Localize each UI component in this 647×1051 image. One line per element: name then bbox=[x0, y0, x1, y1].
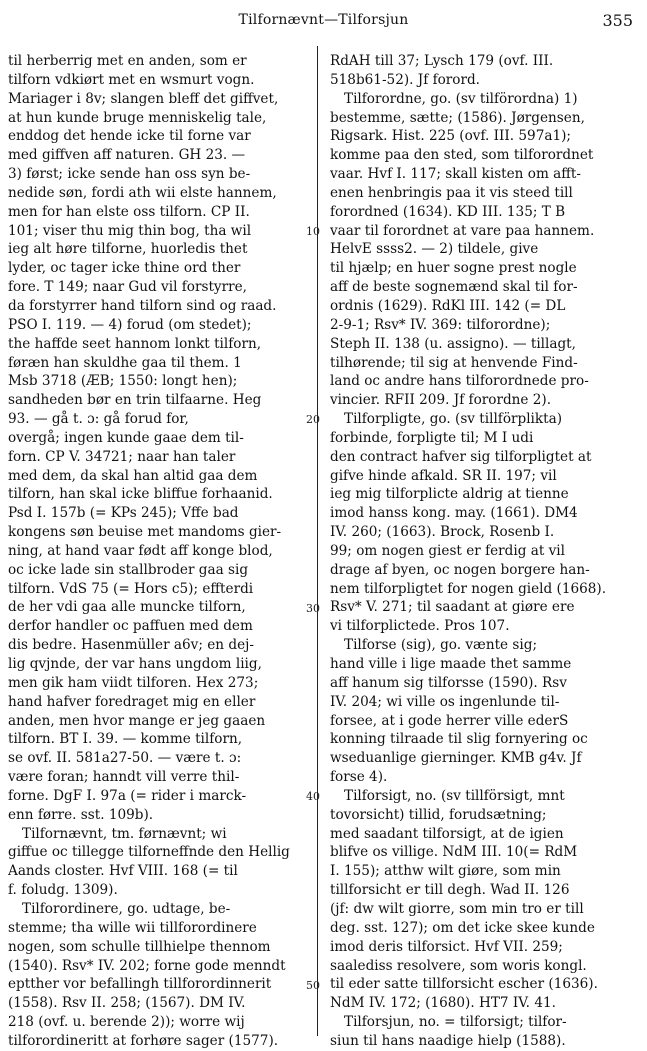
text-line: gifve hinde afkald. SR II. 197; vil bbox=[330, 467, 557, 484]
margin-line-number: 30 bbox=[306, 601, 320, 615]
text-line: tilforn. VdS 75 (= Hors c5); effterdi bbox=[8, 580, 254, 597]
text-line: Mariager i 8v; slangen bleff det giffvet, bbox=[8, 90, 279, 107]
text-line: se ovf. II. 581a27-50. — være t. ɔ: bbox=[8, 750, 242, 767]
text-line: til eder satte tillforsicht escher (1636). bbox=[330, 976, 598, 993]
text-line: hand ville i lige maade thet samme bbox=[330, 656, 572, 672]
text-line: vaar til forordnet at vare paa hannem. bbox=[330, 222, 595, 239]
text-line: giffue oc tillegge tilforneffnde den Hellig bbox=[8, 844, 290, 861]
text-line: men gik ham viidt tilforen. Hex 273; bbox=[8, 674, 259, 691]
text-line: eptther vor befallingh tillforordinnerit bbox=[8, 976, 272, 993]
text-line: saalediss resolvere, som woris kongl. bbox=[330, 957, 587, 974]
text-line: kongens søn beuise met mandoms gier- bbox=[8, 524, 282, 541]
text-line: Aands closter. Hvf VIII. 168 (= til bbox=[8, 863, 238, 880]
text-line: overgå; ingen kunde gaae dem til- bbox=[8, 429, 244, 446]
text-line: ieg alt høre tilforne, huorledis thet bbox=[8, 241, 248, 258]
margin-line-number: 20 bbox=[306, 413, 320, 427]
text-line: vi tilforplictede. Pros 107. bbox=[330, 618, 510, 635]
text-line: enen henbringis paa it vis steed till bbox=[330, 184, 573, 201]
text-line: nedide søn, fordi ath wii elste hannem, bbox=[8, 184, 277, 201]
text-line: konning tilraade til slig fornyering oc bbox=[330, 731, 588, 748]
text-line: enn førre. sst. 109b). bbox=[8, 806, 154, 823]
text-line: anden, men hvor mange er jeg gaaen bbox=[8, 712, 266, 729]
column-divider bbox=[317, 46, 318, 1036]
text-line: føræn han skuldhe gaa til them. 1 bbox=[8, 354, 242, 371]
text-line: ieg mig tilforplicte aldrig at tienne bbox=[330, 486, 569, 503]
text-line: tilhørende; til sig at henvende Find- bbox=[330, 354, 578, 371]
text-line: Steph II. 138 (u. assigno). — tillagt, bbox=[330, 335, 576, 352]
text-line: Tilforse (sig), go. vænte sig; bbox=[344, 637, 538, 654]
text-line: IV. 204; wi ville os ingenlunde til- bbox=[330, 693, 560, 710]
text-line: nem tilforpligtet for nogen gield (1668). bbox=[330, 580, 607, 597]
page-header bbox=[0, 0, 647, 44]
text-line: Rsv* V. 271; til saadant at giøre ere bbox=[330, 599, 575, 616]
text-line: med dem, da skal han altid gaa dem bbox=[8, 467, 258, 484]
text-line: enddog det hende icke til forne var bbox=[8, 128, 251, 145]
text-line: forn. CP V. 34721; naar han taler bbox=[8, 448, 236, 465]
text-line: IV. 260; (1663). Brock, Rosenb I. bbox=[330, 524, 555, 541]
text-line: tillforsicht er till degh. Wad II. 126 bbox=[330, 882, 570, 899]
text-line: forordned (1634). KD III. 135; T B bbox=[330, 203, 566, 220]
text-line: stemme; tha wille wii tillforordinere bbox=[8, 919, 257, 936]
text-line: fore. T 149; naar Gud vil forstyrre, bbox=[8, 279, 247, 296]
text-line: 99; om nogen giest er ferdig at vil bbox=[330, 542, 565, 559]
page-number: 355 bbox=[602, 11, 633, 30]
text-line: imod hanss kong. may. (1661). DM4 bbox=[330, 505, 578, 522]
text-line: deg. sst. 127); om det icke skee kunde bbox=[330, 919, 595, 936]
text-line: de her vdi gaa alle muncke tilforn, bbox=[8, 599, 246, 616]
text-line: Tilforsigt, no. (sv tillförsigt, mnt bbox=[344, 787, 565, 804]
text-line: vincier. RFII 209. Jf forordne 2). bbox=[330, 392, 552, 409]
text-line: Tilforsjun, no. = tilforsigt; tilfor- bbox=[344, 1014, 567, 1031]
text-line: den contract hafver sig tilforpligtet at bbox=[330, 448, 592, 465]
margin-line-number: 40 bbox=[306, 790, 320, 804]
text-line: 218 (ovf. u. berende 2)); worre wij bbox=[8, 1014, 245, 1031]
text-line: 2-9-1; Rsv* IV. 369: tilforordne); bbox=[330, 316, 551, 333]
margin-line-number: 10 bbox=[306, 224, 320, 238]
text-line: ordnis (1629). RdKl III. 142 (= DL bbox=[330, 297, 566, 314]
text-line: sandheden bør en trin tilfaarne. Heg bbox=[8, 392, 262, 409]
text-line: komme paa den sted, som tilforordnet bbox=[330, 147, 594, 164]
text-line: tilforn vdkiørt met en wsmurt vogn. bbox=[8, 71, 255, 88]
text-line: oc icke lade sin stallbroder gaa sig bbox=[8, 561, 249, 578]
text-line: Tilforpligte, go. (sv tillförplikta) bbox=[344, 411, 563, 428]
text-line: dis bedre. Hasenmüller a6v; en dej- bbox=[8, 637, 254, 654]
text-line: PSO I. 119. — 4) forud (om stedet); bbox=[8, 316, 252, 333]
text-line: være foran; hanndt vill verre thil- bbox=[8, 769, 240, 786]
text-line: forsee, at i gode herrer ville ederS bbox=[330, 712, 569, 729]
text-line: I. 155); atthw wilt giøre, som min bbox=[330, 863, 561, 880]
text-line: vaar. Hvf I. 117; skall kisten om afft- bbox=[330, 166, 581, 183]
text-line: tilforn, han skal icke bliffue forhaanid. bbox=[8, 486, 273, 503]
running-title: Tilfornævnt—Tilforsjun bbox=[238, 12, 409, 28]
text-line: tilforn. BT I. 39. — komme tilforn, bbox=[8, 731, 243, 748]
left-column bbox=[8, 52, 302, 1051]
text-line: at hun kunde bruge menniskelig tale, bbox=[8, 109, 267, 126]
text-line: aff hanum sig tilforsse (1590). Rsv bbox=[330, 674, 567, 691]
text-line: Rigsark. Hist. 225 (ovf. III. 597a1); bbox=[330, 128, 571, 145]
text-line: wseduanlige gierninger. KMB g4v. Jf bbox=[330, 750, 582, 767]
text-line: lyder, oc tager icke thine ord ther bbox=[8, 260, 241, 277]
text-line: tovorsicht) tillid, forudsætning; bbox=[330, 806, 547, 823]
text-line: da forstyrrer hand tilforn sind og raad. bbox=[8, 297, 277, 314]
text-line: med saadant tilforsigt, at de igien bbox=[330, 825, 564, 842]
text-line: men for han elste oss tilforn. CP II. bbox=[8, 203, 250, 220]
text-line: Psd I. 157b (= KPs 245); Vffe bad bbox=[8, 505, 239, 522]
text-line: 101; viser thu mig thin bog, tha wil bbox=[8, 222, 252, 239]
text-line: til herberrig met en anden, som er bbox=[8, 53, 247, 69]
text-line: hand hafver foredraget mig en eller bbox=[8, 693, 256, 710]
text-line: til hjælp; en huer sogne prest nogle bbox=[330, 260, 577, 277]
text-line: forbinde, forpligte til; M I udi bbox=[330, 429, 534, 446]
text-line: derfor handler oc paffuen med dem bbox=[8, 618, 253, 635]
text-line: 518b61-52). Jf forord. bbox=[330, 71, 481, 88]
text-line: NdM IV. 172; (1680). HT7 IV. 41. bbox=[330, 995, 556, 1012]
text-line: (jf: dw wilt giorre, som min tro er till bbox=[330, 900, 584, 917]
text-line: aff de beste sognemænd skal til for- bbox=[330, 279, 578, 296]
text-line: med giffven aff naturen. GH 23. — bbox=[8, 147, 246, 164]
text-line: forne. DgF I. 97a (= rider i marck- bbox=[8, 787, 247, 804]
text-line: (1540). Rsv* IV. 202; forne gode menndt bbox=[8, 957, 286, 974]
text-line: ning, at hand vaar født aff konge blod, bbox=[8, 542, 273, 559]
text-line: RdAH till 37; Lysch 179 (ovf. III. bbox=[330, 53, 554, 69]
text-line: lig qvjnde, der var hans ungdom liig, bbox=[8, 656, 262, 672]
text-line: Tilforordinere, go. udtage, be- bbox=[22, 900, 231, 917]
text-line: drage af byen, oc nogen borgere han- bbox=[330, 561, 590, 578]
text-line: HelvE ssss2. — 2) tildele, give bbox=[330, 241, 539, 258]
text-line: f. foludg. 1309). bbox=[8, 882, 118, 899]
text-line: land oc andre hans tilforordnede pro- bbox=[330, 373, 589, 390]
text-line: Tilforordne, go. (sv tilförordna) 1) bbox=[344, 90, 578, 107]
text-line: 93. — gå t. ɔ: gå forud for, bbox=[8, 411, 189, 428]
text-line: blifve os villige. NdM III. 10(= RdM bbox=[330, 844, 578, 861]
text-line: tilforordineritt at forhøre sager (1577). bbox=[8, 1032, 279, 1049]
text-line: nogen, som schulle tillhielpe thennom bbox=[8, 938, 271, 955]
text-line: siun til hans naadige hielp (1588). bbox=[330, 1032, 566, 1049]
text-line: (1558). Rsv II. 258; (1567). DM IV. bbox=[8, 995, 246, 1012]
text-line: forse 4). bbox=[330, 769, 388, 786]
text-line: Msb 3718 (ÆB; 1550: longt hen); bbox=[8, 373, 238, 390]
text-line: Tilfornævnt, tm. førnævnt; wi bbox=[22, 825, 227, 842]
text-line: the haffde seet hannom lonkt tilforn, bbox=[8, 335, 262, 352]
right-column bbox=[330, 52, 638, 1051]
text-line: 3) først; icke sende han oss syn be- bbox=[8, 166, 251, 183]
text-line: bestemme, sætte; (1586). Jørgensen, bbox=[330, 109, 585, 126]
margin-line-number: 50 bbox=[306, 978, 320, 992]
text-line: imod deris tilforsict. Hvf VII. 259; bbox=[330, 938, 563, 955]
